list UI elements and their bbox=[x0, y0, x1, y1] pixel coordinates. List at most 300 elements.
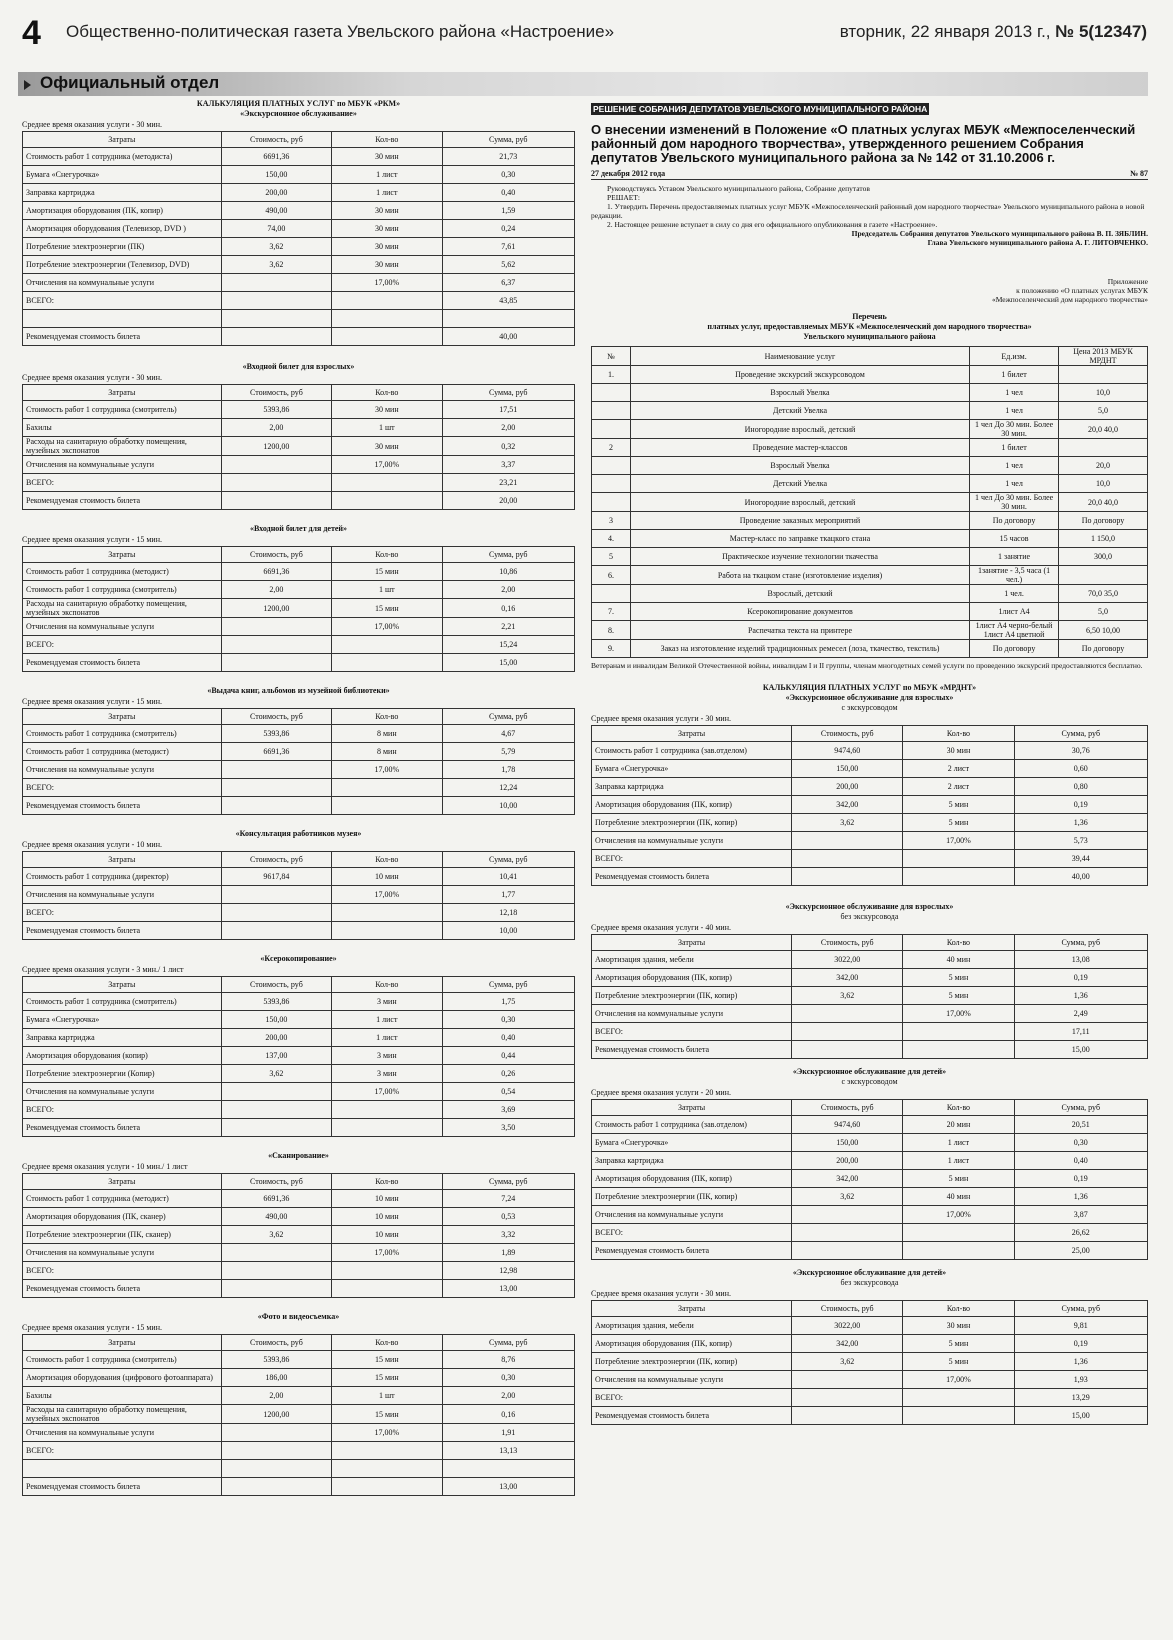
column-header: Кол-во bbox=[332, 385, 442, 401]
quantity-cell: 1 лист bbox=[903, 1134, 1014, 1152]
price-row bbox=[592, 512, 1148, 530]
table-row bbox=[23, 993, 575, 1011]
table-row bbox=[23, 1119, 575, 1137]
table-row bbox=[23, 1387, 575, 1405]
sum-cell: 0,30 bbox=[1014, 1134, 1147, 1152]
sum-cell: 1,75 bbox=[442, 993, 575, 1011]
unit-cost-cell bbox=[221, 310, 331, 328]
quantity-cell: 5 мин bbox=[903, 796, 1014, 814]
quantity-cell: 3 мин bbox=[332, 1047, 442, 1065]
price-cell: По договору bbox=[1059, 640, 1148, 658]
quantity-cell: 2 лист bbox=[903, 760, 1014, 778]
table-row bbox=[23, 1226, 575, 1244]
quantity-cell: 20 мин bbox=[903, 1116, 1014, 1134]
cost-item-cell: Амортизация оборудования (ПК, копир) bbox=[23, 202, 222, 220]
sum-cell: 1,89 bbox=[442, 1244, 575, 1262]
column-header: Кол-во bbox=[332, 1335, 442, 1351]
cost-item-cell: Стоимость работ 1 сотрудника (директор) bbox=[23, 868, 222, 886]
table-header-row bbox=[23, 547, 575, 563]
column-header: Стоимость, руб bbox=[221, 977, 331, 993]
unit-cost-cell bbox=[221, 797, 331, 815]
table-row bbox=[592, 1317, 1148, 1335]
row-number-cell bbox=[592, 402, 631, 420]
table-row bbox=[23, 743, 575, 761]
sum-cell: 0,30 bbox=[442, 1369, 575, 1387]
cost-item-cell: ВСЕГО: bbox=[23, 1262, 222, 1280]
left-title: КАЛЬКУЛЯЦИЯ ПЛАТНЫХ УСЛУГ по МБУК «РКМ» bbox=[196, 99, 401, 108]
sum-cell: 0,16 bbox=[442, 1405, 575, 1424]
service-time: Среднее время оказания услуги - 15 мин. bbox=[22, 535, 162, 544]
quantity-cell: 5 мин bbox=[903, 969, 1014, 987]
table-row bbox=[592, 1005, 1148, 1023]
table-row bbox=[23, 563, 575, 581]
cost-item-cell: ВСЕГО: bbox=[23, 779, 222, 797]
table-row bbox=[592, 1023, 1148, 1041]
unit-cost-cell bbox=[221, 922, 331, 940]
table-row bbox=[592, 796, 1148, 814]
sum-cell: 7,24 bbox=[442, 1190, 575, 1208]
page-header bbox=[0, 0, 1173, 70]
decision-banner: РЕШЕНИЕ СОБРАНИЯ ДЕПУТАТОВ УВЕЛЬСКОГО МУНИЦИПАЛЬНОГО РАЙОНА bbox=[593, 104, 928, 114]
row-number-cell bbox=[592, 384, 631, 402]
service-name-cell: Взрослый Увелка bbox=[630, 457, 969, 475]
service-name-cell: Иногородние взрослый, детский bbox=[630, 420, 969, 439]
quantity-cell: 2 лист bbox=[903, 778, 1014, 796]
sum-cell: 12,24 bbox=[442, 779, 575, 797]
price-row bbox=[592, 439, 1148, 457]
table-row bbox=[592, 1041, 1148, 1059]
unit-cost-cell bbox=[221, 456, 331, 474]
calc-block bbox=[22, 362, 575, 510]
calc-table bbox=[22, 976, 575, 1137]
unit-cell: По договору bbox=[970, 512, 1059, 530]
quantity-cell: 3 мин bbox=[332, 993, 442, 1011]
table-row bbox=[23, 886, 575, 904]
unit-cost-cell: 74,00 bbox=[221, 220, 331, 238]
quantity-cell: 30 мин bbox=[332, 238, 442, 256]
quantity-cell: 17,00% bbox=[903, 832, 1014, 850]
sum-cell: 0,60 bbox=[1014, 760, 1147, 778]
quantity-cell: 1 шт bbox=[332, 419, 442, 437]
table-row bbox=[23, 1442, 575, 1460]
unit-cost-cell: 5393,86 bbox=[221, 993, 331, 1011]
column-header: Стоимость, руб bbox=[221, 1174, 331, 1190]
quantity-cell: 40 мин bbox=[903, 1188, 1014, 1206]
right-column bbox=[591, 99, 1148, 1425]
sum-cell: 1,36 bbox=[1014, 814, 1147, 832]
table-row bbox=[592, 1389, 1148, 1407]
sum-cell: 23,21 bbox=[442, 474, 575, 492]
unit-cost-cell: 2,00 bbox=[221, 581, 331, 599]
sum-cell: 39,44 bbox=[1014, 850, 1147, 868]
unit-cost-cell: 150,00 bbox=[221, 166, 331, 184]
calc-block bbox=[22, 686, 575, 815]
table-header-row bbox=[23, 1174, 575, 1190]
sum-cell: 9,81 bbox=[1014, 1317, 1147, 1335]
cost-item-cell: Рекомендуемая стоимость билета bbox=[592, 1041, 792, 1059]
price-column-header: Цена 2013 МБУК МРДНТ bbox=[1059, 347, 1148, 366]
quantity-cell bbox=[332, 310, 442, 328]
unit-cell: 1 чел До 30 мин. Более 30 мин. bbox=[970, 493, 1059, 512]
quantity-cell: 5 мин bbox=[903, 814, 1014, 832]
table-row bbox=[23, 761, 575, 779]
calc-table bbox=[22, 1173, 575, 1298]
calc-block-title: «Входной билет для взрослых» bbox=[242, 362, 355, 371]
cost-item-cell: Амортизация здания, мебели bbox=[592, 951, 792, 969]
cost-item-cell: Рекомендуемая стоимость билета bbox=[23, 797, 222, 815]
column-header: Стоимость, руб bbox=[221, 132, 331, 148]
column-header: Стоимость, руб bbox=[221, 547, 331, 563]
unit-cell: 1 чел До 30 мин. Более 30 мин. bbox=[970, 420, 1059, 439]
unit-cost-cell: 3,62 bbox=[792, 814, 903, 832]
row-number-cell bbox=[592, 420, 631, 439]
table-row bbox=[23, 636, 575, 654]
unit-cost-cell: 1200,00 bbox=[221, 599, 331, 618]
unit-cost-cell: 200,00 bbox=[792, 778, 903, 796]
sum-cell: 0,19 bbox=[1014, 1335, 1147, 1353]
price-cell bbox=[1059, 366, 1148, 384]
column-header: Сумма, руб bbox=[442, 132, 575, 148]
table-row bbox=[23, 1065, 575, 1083]
cost-item-cell: Стоимость работ 1 сотрудника (смотритель) bbox=[23, 1351, 222, 1369]
table-row bbox=[23, 256, 575, 274]
quantity-cell: 15 мин bbox=[332, 1351, 442, 1369]
unit-cost-cell bbox=[792, 1023, 903, 1041]
table-row bbox=[592, 742, 1148, 760]
quantity-cell: 1 лист bbox=[332, 1011, 442, 1029]
calc-block-subtitle: с экскурсоводом bbox=[841, 1077, 898, 1086]
table-row bbox=[23, 904, 575, 922]
sum-cell: 0,19 bbox=[1014, 796, 1147, 814]
price-cell: По договору bbox=[1059, 512, 1148, 530]
cost-item-cell: Стоимость работ 1 сотрудника (смотритель) bbox=[23, 993, 222, 1011]
service-name-cell: Взрослый, детский bbox=[630, 585, 969, 603]
table-row bbox=[592, 951, 1148, 969]
sum-cell: 1,78 bbox=[442, 761, 575, 779]
table-row bbox=[23, 401, 575, 419]
quantity-cell: 3 мин bbox=[332, 1065, 442, 1083]
service-time: Среднее время оказания услуги - 3 мин./ 1 лист bbox=[22, 965, 184, 974]
cost-item-cell: Отчисления на коммунальные услуги bbox=[23, 1424, 222, 1442]
cost-item-cell: Потребление электроэнергии (ПК, копир) bbox=[592, 1353, 792, 1371]
sum-cell: 0,19 bbox=[1014, 1170, 1147, 1188]
quantity-cell: 10 мин bbox=[332, 1190, 442, 1208]
unit-cost-cell bbox=[221, 492, 331, 510]
column-header: Затраты bbox=[23, 852, 222, 868]
column-header: Стоимость, руб bbox=[792, 935, 903, 951]
calc-block bbox=[591, 693, 1148, 886]
quantity-cell: 17,00% bbox=[332, 274, 442, 292]
table-row bbox=[23, 166, 575, 184]
cost-item-cell: Рекомендуемая стоимость билета bbox=[23, 654, 222, 672]
column-header: Стоимость, руб bbox=[221, 385, 331, 401]
price-cell: 1 150,0 bbox=[1059, 530, 1148, 548]
cost-item-cell: Амортизация оборудования (ПК, копир) bbox=[592, 1170, 792, 1188]
unit-cost-cell bbox=[221, 1119, 331, 1137]
price-row bbox=[592, 402, 1148, 420]
cost-item-cell: Рекомендуемая стоимость билета bbox=[23, 1478, 222, 1496]
sum-cell: 1,93 bbox=[1014, 1371, 1147, 1389]
sum-cell: 0,26 bbox=[442, 1065, 575, 1083]
unit-cell: 1занятие - 3,5 часа (1 чел.) bbox=[970, 566, 1059, 585]
sum-cell: 0,32 bbox=[442, 437, 575, 456]
unit-cost-cell bbox=[221, 904, 331, 922]
table-row bbox=[23, 492, 575, 510]
cost-item-cell: Отчисления на коммунальные услуги bbox=[23, 1083, 222, 1101]
quantity-cell bbox=[903, 1242, 1014, 1260]
sum-cell: 13,00 bbox=[442, 1478, 575, 1496]
issue-number: № 5(12347) bbox=[1055, 22, 1147, 41]
column-header: Стоимость, руб bbox=[221, 1335, 331, 1351]
service-name-cell: Проведение экскурсий экскурсоводом bbox=[630, 366, 969, 384]
cost-item-cell: ВСЕГО: bbox=[23, 474, 222, 492]
calc-block-title: «Ксерокопирование» bbox=[260, 954, 337, 963]
quantity-cell: 17,00% bbox=[332, 1424, 442, 1442]
table-row bbox=[23, 202, 575, 220]
sum-cell bbox=[442, 310, 575, 328]
row-number-cell: 3 bbox=[592, 512, 631, 530]
column-header: Кол-во bbox=[332, 132, 442, 148]
column-header: Кол-во bbox=[903, 1301, 1014, 1317]
table-row bbox=[23, 1351, 575, 1369]
column-header: Стоимость, руб bbox=[792, 1301, 903, 1317]
column-header: Сумма, руб bbox=[442, 385, 575, 401]
list-subtitle-1: платных услуг, предоставляемых МБУК «Межпоселенческий дом народного творчества» bbox=[707, 322, 1032, 331]
calc-block-title: «Сканирование» bbox=[268, 1151, 329, 1160]
quantity-cell bbox=[332, 1262, 442, 1280]
calc-block-title: «Выдача книг, альбомов из музейной библиотеки» bbox=[207, 686, 390, 695]
unit-cost-cell: 2,00 bbox=[221, 1387, 331, 1405]
table-row bbox=[23, 922, 575, 940]
service-time: Среднее время оказания услуги - 40 мин. bbox=[591, 923, 731, 932]
unit-cell: 1лист А4 черно-белый 1лист А4 цветной bbox=[970, 621, 1059, 640]
quantity-cell bbox=[332, 779, 442, 797]
unit-cost-cell bbox=[221, 328, 331, 346]
signature-chair: Председатель Собрания депутатов Увельского муниципального района В. П. ЗЯБЛИН. bbox=[851, 229, 1148, 238]
unit-cost-cell bbox=[792, 1206, 903, 1224]
quantity-cell bbox=[903, 1023, 1014, 1041]
table-row bbox=[23, 220, 575, 238]
table-row bbox=[23, 797, 575, 815]
cost-item-cell: Отчисления на коммунальные услуги bbox=[23, 274, 222, 292]
unit-cell: По договору bbox=[970, 640, 1059, 658]
service-name-cell: Иногородние взрослый, детский bbox=[630, 493, 969, 512]
price-cell: 6,50 10,00 bbox=[1059, 621, 1148, 640]
sum-cell: 10,00 bbox=[442, 922, 575, 940]
sum-cell: 3,37 bbox=[442, 456, 575, 474]
right-title: КАЛЬКУЛЯЦИЯ ПЛАТНЫХ УСЛУГ по МБУК «МРДНТ» bbox=[762, 683, 977, 692]
unit-cost-cell bbox=[221, 1478, 331, 1496]
column-header: Сумма, руб bbox=[1014, 1100, 1147, 1116]
unit-cost-cell bbox=[792, 868, 903, 886]
table-row bbox=[23, 184, 575, 202]
row-number-cell: 1. bbox=[592, 366, 631, 384]
sum-cell: 1,77 bbox=[442, 886, 575, 904]
service-time: Среднее время оказания услуги - 15 мин. bbox=[22, 1323, 162, 1332]
table-header-row bbox=[23, 852, 575, 868]
table-row bbox=[592, 1335, 1148, 1353]
cost-item-cell: Отчисления на коммунальные услуги bbox=[23, 618, 222, 636]
cost-item-cell: Отчисления на коммунальные услуги bbox=[23, 456, 222, 474]
calc-block bbox=[591, 1268, 1148, 1425]
sum-cell: 21,73 bbox=[442, 148, 575, 166]
cost-item-cell: Потребление электроэнергии (Копир) bbox=[23, 1065, 222, 1083]
quantity-cell: 1 лист bbox=[332, 166, 442, 184]
table-row bbox=[23, 581, 575, 599]
service-name-cell: Заказ на изготовление изделий традиционных ремесел (лоза, ткачество, текстиль) bbox=[630, 640, 969, 658]
sum-cell: 15,24 bbox=[442, 636, 575, 654]
column-header: Сумма, руб bbox=[442, 852, 575, 868]
calc-table bbox=[22, 708, 575, 815]
table-row bbox=[23, 779, 575, 797]
service-name-cell: Мастер-класс по заправке ткацкого стана bbox=[630, 530, 969, 548]
sum-cell: 0,53 bbox=[442, 1208, 575, 1226]
cost-item-cell: Рекомендуемая стоимость билета bbox=[592, 1242, 792, 1260]
column-header: Затраты bbox=[592, 935, 792, 951]
column-header: Затраты bbox=[23, 132, 222, 148]
cost-item-cell: ВСЕГО: bbox=[592, 1389, 792, 1407]
table-row bbox=[592, 760, 1148, 778]
unit-cost-cell: 200,00 bbox=[221, 184, 331, 202]
quantity-cell: 15 мин bbox=[332, 1369, 442, 1387]
cost-item-cell: ВСЕГО: bbox=[23, 1101, 222, 1119]
price-row bbox=[592, 366, 1148, 384]
unit-cost-cell bbox=[792, 1407, 903, 1425]
service-time: Среднее время оказания услуги - 20 мин. bbox=[591, 1088, 731, 1097]
right-calc-blocks bbox=[591, 693, 1148, 1425]
sum-cell: 13,00 bbox=[442, 1280, 575, 1298]
unit-cell: 1 билет bbox=[970, 439, 1059, 457]
unit-cost-cell: 3,62 bbox=[792, 1188, 903, 1206]
cost-item-cell: Амортизация здания, мебели bbox=[592, 1317, 792, 1335]
quantity-cell: 8 мин bbox=[332, 743, 442, 761]
sum-cell: 0,40 bbox=[442, 1029, 575, 1047]
quantity-cell bbox=[903, 1389, 1014, 1407]
price-cell: 70,0 35,0 bbox=[1059, 585, 1148, 603]
sum-cell: 1,36 bbox=[1014, 987, 1147, 1005]
decision-resolves: РЕШАЕТ: bbox=[607, 193, 640, 202]
unit-cost-cell: 3022,00 bbox=[792, 1317, 903, 1335]
table-row bbox=[23, 1029, 575, 1047]
cost-item-cell: Потребление электроэнергии (ПК, копир) bbox=[592, 1188, 792, 1206]
calc-block bbox=[22, 109, 575, 346]
cost-item-cell: Заправка картриджа bbox=[23, 184, 222, 202]
table-row bbox=[592, 1170, 1148, 1188]
cost-item-cell: Заправка картриджа bbox=[592, 1152, 792, 1170]
table-row bbox=[592, 1116, 1148, 1134]
sum-cell: 43,85 bbox=[442, 292, 575, 310]
unit-cost-cell: 6691,36 bbox=[221, 743, 331, 761]
calc-table bbox=[22, 384, 575, 510]
sum-cell: 20,51 bbox=[1014, 1116, 1147, 1134]
signature-head: Глава Увельского муниципального района А. Г. ЛИТОВЧЕНКО. bbox=[927, 238, 1148, 247]
cost-item-cell: Рекомендуемая стоимость билета bbox=[23, 1280, 222, 1298]
quantity-cell: 5 мин bbox=[903, 1335, 1014, 1353]
column-header: Затраты bbox=[23, 1335, 222, 1351]
unit-cost-cell: 150,00 bbox=[792, 1134, 903, 1152]
cost-item-cell: Рекомендуемая стоимость билета bbox=[592, 1407, 792, 1425]
calc-block bbox=[591, 902, 1148, 1059]
appendix-line-3: «Межпоселенческий дом народного творчества» bbox=[991, 295, 1148, 304]
section-bar bbox=[18, 72, 1148, 96]
unit-cost-cell bbox=[221, 1244, 331, 1262]
price-row bbox=[592, 493, 1148, 512]
unit-cost-cell bbox=[221, 779, 331, 797]
column-header: Сумма, руб bbox=[1014, 726, 1147, 742]
sum-cell: 13,08 bbox=[1014, 951, 1147, 969]
cost-item-cell: Потребление электроэнергии (Телевизор, DVD) bbox=[23, 256, 222, 274]
cost-item-cell: Амортизация оборудования (цифрового фотоаппарата) bbox=[23, 1369, 222, 1387]
table-row bbox=[592, 832, 1148, 850]
sum-cell: 1,59 bbox=[442, 202, 575, 220]
cost-item-cell: Бумага «Снегурочка» bbox=[23, 1011, 222, 1029]
sum-cell: 4,67 bbox=[442, 725, 575, 743]
column-header: Стоимость, руб bbox=[221, 709, 331, 725]
calc-block-title: «Экскурсионное обслуживание» bbox=[240, 109, 357, 118]
service-name-cell: Проведение мастер-классов bbox=[630, 439, 969, 457]
column-header: Стоимость, руб bbox=[792, 726, 903, 742]
unit-cost-cell: 200,00 bbox=[221, 1029, 331, 1047]
unit-cost-cell bbox=[221, 1083, 331, 1101]
table-row bbox=[23, 1262, 575, 1280]
calc-block bbox=[591, 1067, 1148, 1260]
quantity-cell: 30 мин bbox=[903, 1317, 1014, 1335]
row-number-cell bbox=[592, 493, 631, 512]
unit-cost-cell bbox=[792, 1389, 903, 1407]
price-list-table bbox=[591, 346, 1148, 658]
cost-item-cell: Стоимость работ 1 сотрудника (методист) bbox=[23, 743, 222, 761]
service-name-cell: Проведение заказных мероприятий bbox=[630, 512, 969, 530]
service-time: Среднее время оказания услуги - 30 мин. bbox=[22, 373, 162, 382]
unit-cost-cell bbox=[221, 618, 331, 636]
table-row bbox=[592, 1206, 1148, 1224]
row-number-cell bbox=[592, 475, 631, 493]
unit-cost-cell bbox=[221, 1424, 331, 1442]
table-header-row bbox=[23, 385, 575, 401]
price-column-header: Наименование услуг bbox=[630, 347, 969, 366]
table-row bbox=[23, 618, 575, 636]
quantity-cell: 30 мин bbox=[332, 256, 442, 274]
page-number: 4 bbox=[22, 14, 41, 52]
column-header: Затраты bbox=[23, 709, 222, 725]
service-name-cell: Детский Увелка bbox=[630, 475, 969, 493]
quantity-cell: 17,00% bbox=[903, 1206, 1014, 1224]
unit-cost-cell bbox=[221, 1101, 331, 1119]
unit-cost-cell: 150,00 bbox=[792, 760, 903, 778]
quantity-cell bbox=[332, 636, 442, 654]
cost-item-cell: Стоимость работ 1 сотрудника (методист) bbox=[23, 1190, 222, 1208]
column-header: Затраты bbox=[23, 385, 222, 401]
sum-cell: 15,00 bbox=[442, 654, 575, 672]
service-name-cell: Работа на ткацком стане (изготовление изделия) bbox=[630, 566, 969, 585]
unit-cost-cell: 6691,36 bbox=[221, 1190, 331, 1208]
sum-cell: 12,18 bbox=[442, 904, 575, 922]
unit-cell: 1 билет bbox=[970, 366, 1059, 384]
price-column-header: № bbox=[592, 347, 631, 366]
table-row bbox=[23, 1101, 575, 1119]
cost-item-cell: ВСЕГО: bbox=[23, 904, 222, 922]
table-header-row bbox=[592, 935, 1148, 951]
quantity-cell: 10 мин bbox=[332, 1226, 442, 1244]
quantity-cell: 1 лист bbox=[332, 1029, 442, 1047]
calc-block-title: «Консультация работников музея» bbox=[235, 829, 362, 838]
price-row bbox=[592, 530, 1148, 548]
unit-cost-cell bbox=[792, 1041, 903, 1059]
cost-item-cell: Амортизация оборудования (Телевизор, DVD ) bbox=[23, 220, 222, 238]
table-row bbox=[592, 1407, 1148, 1425]
sum-cell: 3,87 bbox=[1014, 1206, 1147, 1224]
quantity-cell: 17,00% bbox=[332, 761, 442, 779]
